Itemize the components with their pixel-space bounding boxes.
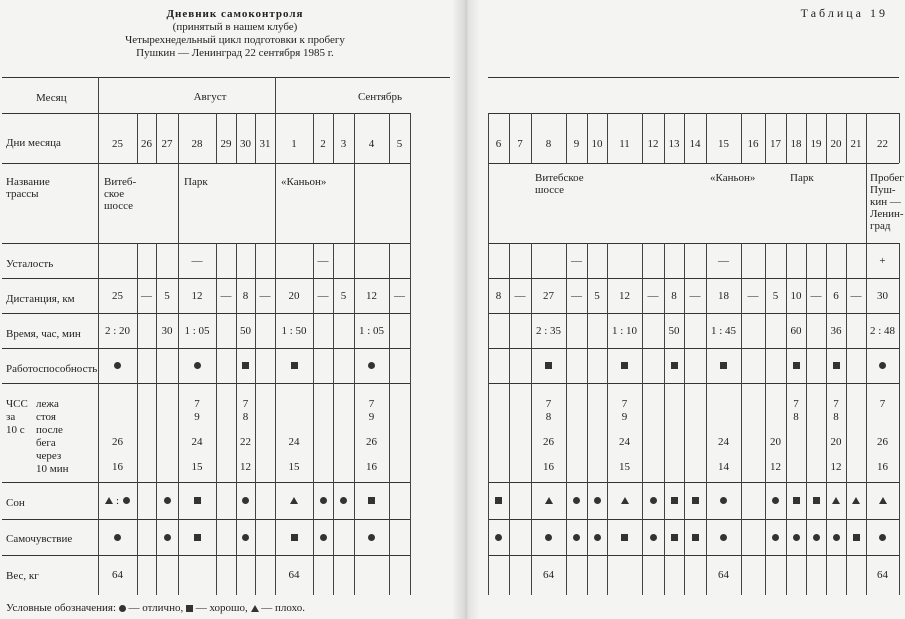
table-cell: — [571,254,582,267]
grid-line [488,348,899,349]
table-cell: 10 [790,289,802,302]
table-cell: 64 [877,569,888,581]
table-cell: 12 [191,289,203,302]
square-icon [242,362,249,369]
circle-icon [368,362,375,369]
table-cell: 8 [671,289,677,302]
symbol-separator: : [115,494,120,507]
grid-line [2,482,410,483]
circle-icon [594,534,601,541]
route-name: Парк [790,172,814,184]
table-cell: 64 [543,569,554,581]
table-cell: 20 [288,289,300,302]
square-icon [671,497,678,504]
hr-value: 26 [543,436,554,448]
grid-line [2,163,410,164]
day-number: 2 [320,138,326,150]
hr-value: 7 [545,398,552,410]
hr-value: 7 [793,398,799,410]
document-header [40,8,430,60]
day-number: 16 [747,138,759,150]
grid-line [488,313,899,314]
square-icon [194,534,201,541]
table-cell: 12 [619,289,630,302]
table-cell: 1 : 45 [710,324,737,337]
circle-icon [573,497,580,504]
table-cell: — [220,289,232,302]
grid-line [2,383,410,384]
hr-value: 16 [877,461,888,473]
circle-icon [114,534,121,541]
square-icon [813,497,820,504]
day-number: 4 [368,138,375,150]
hr-value: 7 [242,398,249,410]
square-icon [495,497,502,504]
grid-line [488,482,899,483]
table-cell: — [317,254,329,267]
circle-icon [242,497,249,504]
table-cell: 30 [161,324,173,337]
hr-value: 24 [718,436,729,448]
hr-value: 22 [240,436,251,448]
table-cell: + [879,254,886,267]
diary-race: Пушкин — Ленинград 22 сентября 1985 г. [136,47,334,59]
grid-line [488,163,489,243]
day-number: 14 [689,138,701,150]
hr-value: 16 [366,461,377,473]
day-number: 3 [340,138,347,150]
grid-line [2,113,410,114]
day-number: 19 [810,138,822,150]
grid-line [2,77,450,78]
day-number: 18 [790,138,802,150]
square-icon [621,534,628,541]
circle-icon [119,605,126,612]
row-label-fatigue: Усталость [6,258,54,270]
grid-line [866,163,867,243]
table-cell: 64 [718,569,729,581]
table-cell: 50 [240,324,251,337]
grid-line [2,348,410,349]
table-cell: — [259,289,271,302]
circle-icon [720,534,727,541]
circle-icon [495,534,502,541]
row-label-time: Время, час, мин [6,328,81,340]
table-cell: 50 [668,324,680,337]
grid-line [2,555,410,556]
square-icon [545,362,552,369]
circle-icon [772,534,779,541]
square-icon [194,497,201,504]
table-cell: — [747,289,759,302]
table-cell: — [647,289,659,302]
circle-icon [242,534,249,541]
table-cell: — [718,254,729,267]
hr-value: 7 [833,398,839,410]
day-number: 7 [517,138,523,150]
circle-icon [650,534,657,541]
circle-icon [879,362,886,369]
circle-icon [340,497,347,504]
day-number: 6 [495,138,502,150]
hr-value: 8 [242,411,249,423]
day-number: 17 [770,138,781,150]
circle-icon [194,362,201,369]
circle-icon [772,497,779,504]
square-icon [720,362,727,369]
square-icon [291,534,298,541]
square-icon [291,362,298,369]
circle-icon [320,497,327,504]
day-number: 29 [220,138,232,150]
table-cell: — [394,289,405,302]
row-label-route: Название трассы [6,176,50,200]
triangle-icon [105,497,113,504]
square-icon [833,362,840,369]
month-august: Август [193,91,227,103]
route-name: Парк [184,176,208,188]
day-number: 21 [850,138,862,150]
circle-icon [320,534,327,541]
table-cell: 1 : 50 [281,324,307,337]
circle-icon [793,534,800,541]
hr-value: 15 [288,461,300,473]
circle-icon [833,534,840,541]
circle-icon [114,362,121,369]
hr-value: 26 [366,436,377,448]
table-cell: 1 : 05 [184,324,210,337]
legend [6,602,305,614]
hr-value: 9 [194,411,200,423]
row-label-weight: Вес, кг [6,570,39,582]
grid-line [488,278,899,279]
page-gutter [452,0,480,619]
table-cell: — [317,289,329,302]
circle-icon [720,497,727,504]
circle-icon [813,534,820,541]
hr-value: 24 [619,436,630,448]
square-icon [671,534,678,541]
circle-icon [123,497,130,504]
triangle-icon [545,497,553,504]
table-cell: 25 [112,289,123,302]
table-cell: — [514,289,526,302]
table-cell: 64 [288,569,300,581]
hr-value: 9 [368,411,375,423]
grid-line [354,113,355,595]
route-name: Витебское шоссе [535,172,584,196]
day-number: 25 [112,138,123,150]
square-icon [186,605,193,612]
table-cell: 36 [830,324,842,337]
hr-value: 26 [112,436,123,448]
day-number: 8 [545,138,552,150]
day-number: 31 [259,138,271,150]
grid-line [2,313,410,314]
hr-value: 7 [194,398,200,410]
day-number: 28 [191,138,203,150]
route-name: Пробег Пуш- кин — Ленин- град [870,172,904,232]
route-name: «Каньон» [710,172,756,184]
square-icon [368,497,375,504]
grid-line [2,243,410,244]
table-cell: 5 [594,289,600,302]
square-icon [692,534,699,541]
circle-icon [650,497,657,504]
grid-line [899,113,900,163]
hr-value: 16 [112,461,123,473]
triangle-icon [832,497,840,504]
legend-prefix: Условные обозначения: [6,602,117,614]
day-number: 27 [161,138,173,150]
diary-subtitle: (принятый в нашем клубе) [172,21,298,33]
table-cell: — [571,289,582,302]
grid-line [178,113,179,595]
hr-value: 12 [770,461,781,473]
circle-icon [164,534,171,541]
day-number: 15 [718,138,729,150]
square-icon [671,362,678,369]
hr-value: 15 [619,461,630,473]
row-label-day: Дни месяца [6,137,61,149]
hr-value: 7 [368,398,375,410]
row-label-capacity: Работоспособность [6,363,98,375]
table-cell: 18 [718,289,729,302]
table-cell: 1 : 05 [358,324,385,337]
table-cell: 27 [543,289,554,302]
day-number: 30 [240,138,251,150]
square-icon [621,362,628,369]
hr-value: 26 [877,436,888,448]
hr-value: 24 [191,436,203,448]
day-number: 11 [619,138,630,150]
grid-line [2,519,410,520]
triangle-icon [290,497,298,504]
table-cell: — [850,289,862,302]
table-number: Таблица 19 [800,6,888,20]
legend-bad: — плохо. [261,602,305,614]
hr-value: 8 [545,411,552,423]
table-cell: 5 [340,289,347,302]
row-label-wellbeing: Самочувствие [6,533,73,545]
grid-line [488,113,899,114]
table-cell: 30 [877,289,888,302]
day-number: 13 [668,138,680,150]
grid-line [2,278,410,279]
triangle-icon [621,497,629,504]
grid-line [410,113,411,595]
legend-excellent: — отлично, [128,602,184,614]
table-cell: 5 [164,289,170,302]
table-cell: 12 [366,289,377,302]
grid-line [488,555,899,556]
hr-value: 12 [240,461,251,473]
triangle-icon [852,497,860,504]
table-cell: 8 [495,289,502,302]
day-number: 26 [141,138,152,150]
day-number: 12 [647,138,659,150]
hr-value: 8 [833,411,839,423]
square-icon [793,362,800,369]
table-cell: 8 [242,289,249,302]
day-number: 20 [830,138,842,150]
hr-value: 8 [793,411,799,423]
table-cell: 6 [833,289,839,302]
circle-icon [164,497,171,504]
diary-cycle: Четырехнедельный цикл подготовки к пробегу [125,34,345,46]
day-number: 1 [291,138,297,150]
row-label-hr: ЧСС за 10 с [6,398,28,436]
month-september: Сентябрь [357,91,403,103]
row-label-month: Месяц [36,92,67,104]
hr-value: 7 [879,398,886,410]
diary-title: Дневник самоконтроля [166,8,304,20]
circle-icon [368,534,375,541]
hr-value: 15 [191,461,203,473]
hr-value: 16 [543,461,554,473]
grid-line [488,77,899,78]
row-label-distance: Дистанция, км [6,293,75,305]
square-icon [793,497,800,504]
table-cell: — [810,289,822,302]
hr-value: 20 [770,436,781,448]
day-number: 5 [396,138,403,150]
row-label-hr-sub: лежа стоя после бега через 10 мин [36,398,69,475]
route-name: «Каньон» [281,176,327,188]
square-icon [692,497,699,504]
table-cell: 1 : 10 [611,324,638,337]
hr-value: 14 [718,461,729,473]
triangle-icon [879,497,887,504]
hr-value: 24 [288,436,300,448]
hr-value: 9 [621,411,628,423]
triangle-icon [251,605,259,612]
grid-line [488,243,899,244]
circle-icon [879,534,886,541]
day-number: 10 [591,138,603,150]
table-cell: — [191,254,203,267]
grid-line [488,519,899,520]
table-cell: 5 [772,289,779,302]
grid-line [488,383,899,384]
square-icon [853,534,860,541]
circle-icon [545,534,552,541]
table-cell: 2 : 48 [869,324,896,337]
hr-value: 12 [830,461,842,473]
hr-value: 20 [830,436,842,448]
route-name: Витеб- ское шоссе [104,176,137,212]
table-cell: — [141,289,152,302]
circle-icon [573,534,580,541]
circle-icon [594,497,601,504]
hr-value: 7 [621,398,628,410]
table-cell: — [689,289,701,302]
table-cell: 2 : 35 [535,324,562,337]
day-number: 9 [573,138,580,150]
table-cell: 2 : 20 [104,324,131,337]
table-cell: 64 [112,569,123,581]
grid-line [488,163,899,164]
legend-good: — хорошо, [195,602,248,614]
row-label-sleep: Сон [6,497,25,509]
day-number: 22 [877,138,888,150]
table-cell: 60 [790,324,802,337]
